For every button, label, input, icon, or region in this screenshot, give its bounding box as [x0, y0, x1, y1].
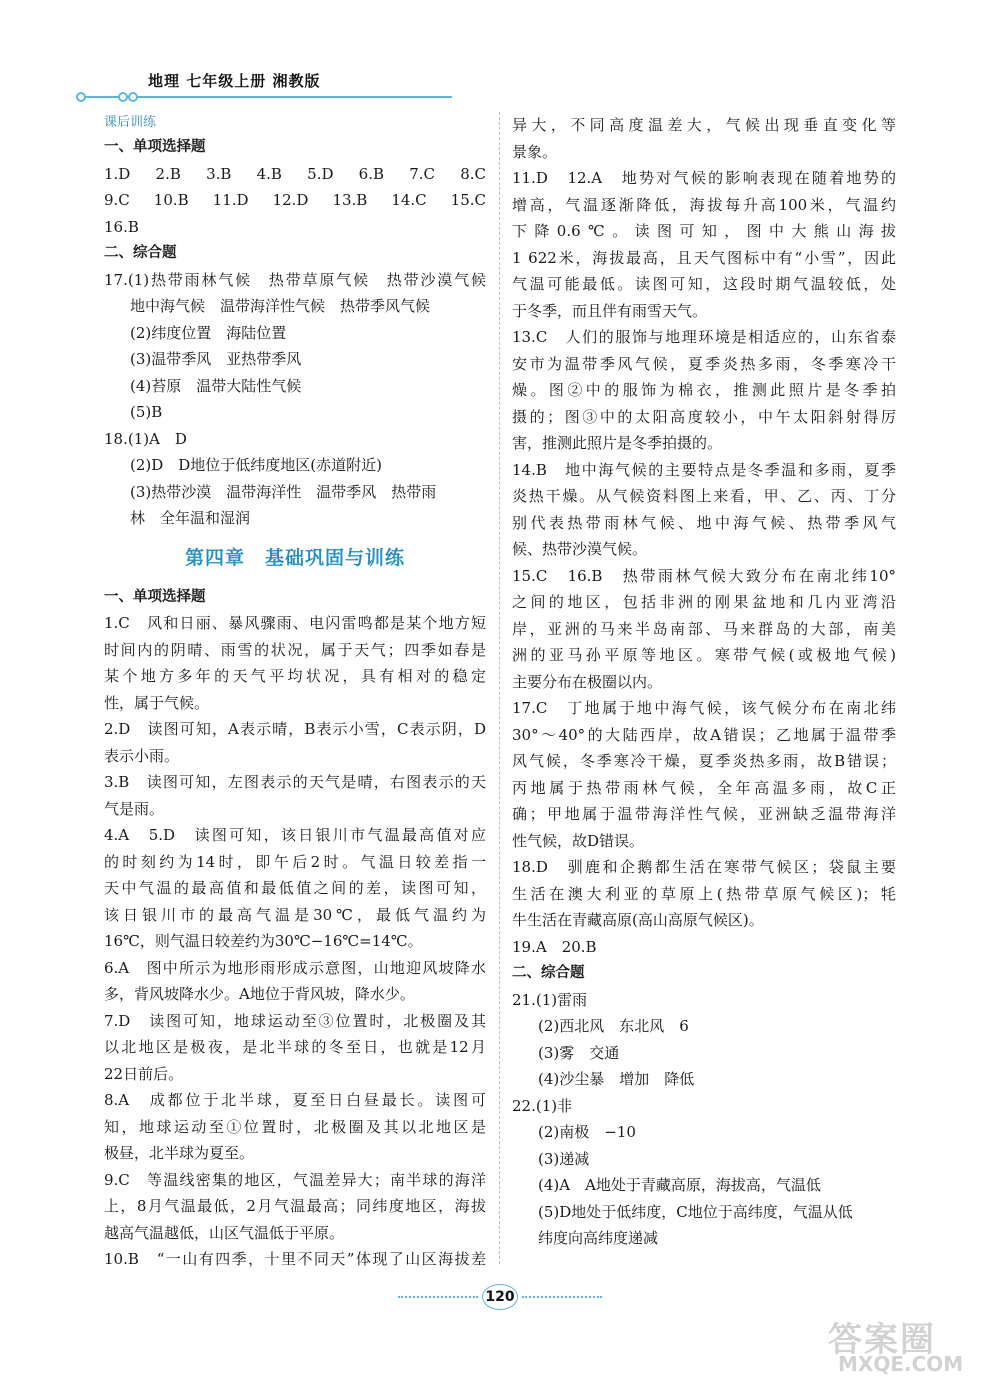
- answer-line: 炎热干燥。从气候资料图上来看，甲、乙、丙、丁分: [512, 487, 896, 505]
- answer-subline: 纬度向高纬度递减: [538, 1229, 659, 1247]
- answer-subline: (2)D D地位于低纬度地区(赤道附近): [130, 456, 383, 474]
- answer-line: 增高，气温逐渐降低，海拔每升高100米，气温约: [512, 195, 896, 214]
- answer-line: 22日前后。: [104, 1064, 184, 1083]
- answer-line: 主要分布在极圈以内。: [512, 672, 663, 691]
- answer-line: 13.C 人们的服饰与地理环境是相适应的，山东省泰: [512, 328, 896, 346]
- answer-line: 10.B “一山有四季，十里不同天”体现了山区海拔差: [104, 1250, 486, 1268]
- answer-subline: (2)南极 −10: [538, 1123, 636, 1141]
- answer-line: 越高气温越低，山区气温低于平原。: [104, 1223, 345, 1242]
- answer-subline: (4)A A地处于青藏高原，海拔高，气温低: [538, 1176, 821, 1194]
- answer-line: 表示小雨。: [104, 746, 180, 765]
- answer-line: 1.D 2.B 3.B 4.B 5.D 6.B 7.C 8.C: [104, 164, 486, 183]
- answer-line: 候、热带沙漠气候。: [512, 540, 648, 558]
- answer-line: 性，属于气候。: [104, 693, 210, 712]
- book-header-title: 地理 七年级上册 湘教版: [148, 72, 321, 90]
- answer-line: 时间内的阴晴、雨雪的状况，属于天气；四季如春是: [104, 640, 486, 659]
- answer-line: 18.(1)A D: [104, 429, 187, 448]
- answer-line: 牛生活在青藏高原(高山高原气候区)。: [512, 911, 764, 929]
- answer-line: 9.C 等温线密集的地区，气温差异大；南半球的海洋: [104, 1170, 486, 1189]
- answer-subline: 地中海气候 温带海洋性气候 热带季风气候: [130, 297, 431, 315]
- page-number: 120: [485, 1289, 515, 1305]
- answer-line: 某个地方多年的天气平均状况，具有相对的稳定: [104, 667, 486, 685]
- watermark-url: MXQE.COM: [838, 1352, 964, 1376]
- answer-line: 洲的亚马孙平原等地区。寒带气候(或极地气候): [512, 646, 896, 664]
- answer-line: 14.B 地中海气候的主要特点是冬季温和多雨，夏季: [512, 460, 896, 479]
- section-heading: 一、单项选择题: [104, 588, 206, 605]
- answer-line: 19.A 20.B: [512, 937, 597, 956]
- answer-line: 知，地球运动至①位置时，北极圈及其以北地区是: [104, 1117, 486, 1136]
- section-heading: 二、综合题: [512, 965, 585, 981]
- answer-line: 气是雨。: [104, 799, 165, 818]
- answer-line: 性气候，故D错误。: [512, 831, 645, 850]
- answer-line: 16℃，则气温日较差约为30℃−16℃=14℃。: [104, 932, 423, 950]
- answer-line: 11.D 12.A 地势对气候的影响表现在随着地势的: [512, 169, 896, 187]
- answer-subline: (5)D地处于低纬度，C地位于高纬度，气温从低: [538, 1202, 853, 1221]
- answer-line: 确；甲地属于温带海洋性气候，亚洲缺乏温带海洋: [512, 805, 896, 823]
- answer-subline: (3)温带季风 亚热带季风: [130, 350, 302, 368]
- answer-line: 极昼，北半球为夏至。: [104, 1144, 255, 1162]
- section-tag: 课后训练: [104, 115, 157, 130]
- answer-line: 该日银川市的最高气温是30℃，最低气温约为: [104, 905, 486, 924]
- answer-line: 生活在澳大利亚的草原上(热带草原气候区)；牦: [512, 884, 896, 903]
- answer-line: 景象。: [512, 142, 558, 161]
- answer-line: 之间的地区，包括非洲的刚果盆地和几内亚湾沿: [512, 593, 896, 611]
- left-answer-column: [104, 112, 486, 1273]
- answer-line: 4.A 5.D 读图可知，该日银川市气温最高值对应: [104, 826, 486, 844]
- answer-line: 安市为温带季风气候，夏季炎热多雨，冬季寒冷干: [512, 354, 896, 373]
- answer-line: 9.C 10.B 11.D 12.D 13.B 14.C 15.C: [104, 191, 486, 209]
- answer-subline: (2)纬度位置 海陆位置: [130, 323, 287, 342]
- chapter-title: 第四章 基础巩固与训练: [184, 546, 405, 569]
- answer-subline: (5)B: [130, 403, 163, 421]
- right-answer-column: [512, 112, 896, 1252]
- answer-line: 1.C 风和日丽、暴风骤雨、电闪雷鸣都是某个地方短: [104, 614, 486, 632]
- answer-line: 上，8月气温最低，2月气温最高；同纬度地区，海拔: [104, 1197, 486, 1215]
- answer-line: 18.D 驯鹿和企鹅都生活在寒带气候区；袋鼠主要: [512, 858, 896, 876]
- page-number-dots: [522, 1296, 602, 1298]
- answer-line: 丙地属于热带雨林气候，全年高温多雨，故C正: [512, 778, 896, 797]
- answer-subline: (2)西北风 东北风 6: [538, 1017, 689, 1035]
- page-number-dots: [398, 1296, 478, 1298]
- answer-line: 15.C 16.B 热带雨林气候大致分布在南北纬10°: [512, 566, 896, 585]
- answer-line: 8.A 成都位于北半球，夏至日白昼最长。读图可: [104, 1091, 486, 1109]
- answer-subline: (4)沙尘暴 增加 降低: [538, 1070, 695, 1088]
- answer-line: 风气候，冬季寒冷干燥，夏季炎热多雨，故B错误；: [512, 752, 896, 770]
- answer-line: 气温可能最低。读图可知，这段时期气温较低，处: [512, 275, 896, 293]
- answer-line: 22.(1)非: [512, 1096, 573, 1115]
- answer-line: 7.D 读图可知，地球运动至③位置时，北极圈及其: [104, 1011, 486, 1030]
- answer-line: 异大，不同高度温差大，气候出现垂直变化等: [512, 116, 896, 134]
- header-rule-dot: [76, 92, 86, 102]
- answer-line: 害，推测此照片是冬季拍摄的。: [512, 434, 723, 452]
- answer-line: 30°～40°的大陆西岸，故A错误；乙地属于温带季: [512, 725, 896, 744]
- answer-line: 1 622米，海拔最高，且天气图标中有“小雪”，因此: [512, 248, 896, 267]
- answer-line: 的时刻约为14时，即午后2时。气温日较差指一: [104, 852, 486, 871]
- answer-line: 6.A 图中所示为地形雨形成示意图，山地迎风坡降水: [104, 958, 486, 977]
- header-rule-dot: [128, 92, 138, 102]
- answer-line: 3.B 读图可知，左图表示的天气是晴，右图表示的天: [104, 773, 486, 791]
- answer-line: 燥。图②中的服饰为棉衣，推测此照片是冬季拍: [512, 381, 896, 399]
- answer-line: 21.(1)雷雨: [512, 990, 588, 1009]
- answer-line: 摄的；图③中的太阳高度较小，中午太阳斜射得厉: [512, 407, 896, 426]
- answer-line: 天中气温的最高值和最低值之间的差，读图可知，: [104, 879, 486, 897]
- answer-subline: (3)热带沙漠 温带海洋性 温带季风 热带雨: [130, 482, 437, 501]
- answer-line: 多，背风坡降水少。A地位于背风坡，降水少。: [104, 985, 415, 1003]
- watermark-logo-text: 答案圈: [828, 1320, 936, 1360]
- answer-subline: (3)雾 交通: [538, 1043, 620, 1062]
- section-heading: 二、综合题: [104, 245, 177, 261]
- section-heading: 一、单项选择题: [104, 139, 206, 155]
- column-divider: [499, 112, 500, 1264]
- answer-line: 以北地区是极夜，是北半球的冬至日，也就是12月: [104, 1038, 486, 1056]
- answer-line: 16.B: [104, 217, 139, 236]
- answer-line: 于冬季，而且伴有雨雪天气。: [512, 301, 708, 320]
- answer-subline: 林 全年温和湿润: [130, 509, 251, 527]
- answer-line: 2.D 读图可知，A表示晴，B表示小雪，C表示阴，D: [104, 720, 486, 738]
- answer-line: 17.C 丁地属于地中海气候，该气候分布在南北纬: [512, 699, 896, 717]
- answer-line: 别代表热带雨林气候、地中海气候、热带季风气: [512, 513, 896, 532]
- header-rule-dot: [118, 92, 128, 102]
- answer-line: 下降0.6℃。读图可知，图中大熊山海拔: [512, 222, 896, 240]
- answer-subline: (4)苔原 温带大陆性气候: [130, 376, 302, 395]
- answer-subline: (3)递减: [538, 1149, 590, 1168]
- answer-line: 17.(1)热带雨林气候 热带草原气候 热带沙漠气候: [104, 270, 486, 289]
- answer-line: 岸，亚洲的马来半岛南部、马来群岛的大部，南美: [512, 619, 896, 638]
